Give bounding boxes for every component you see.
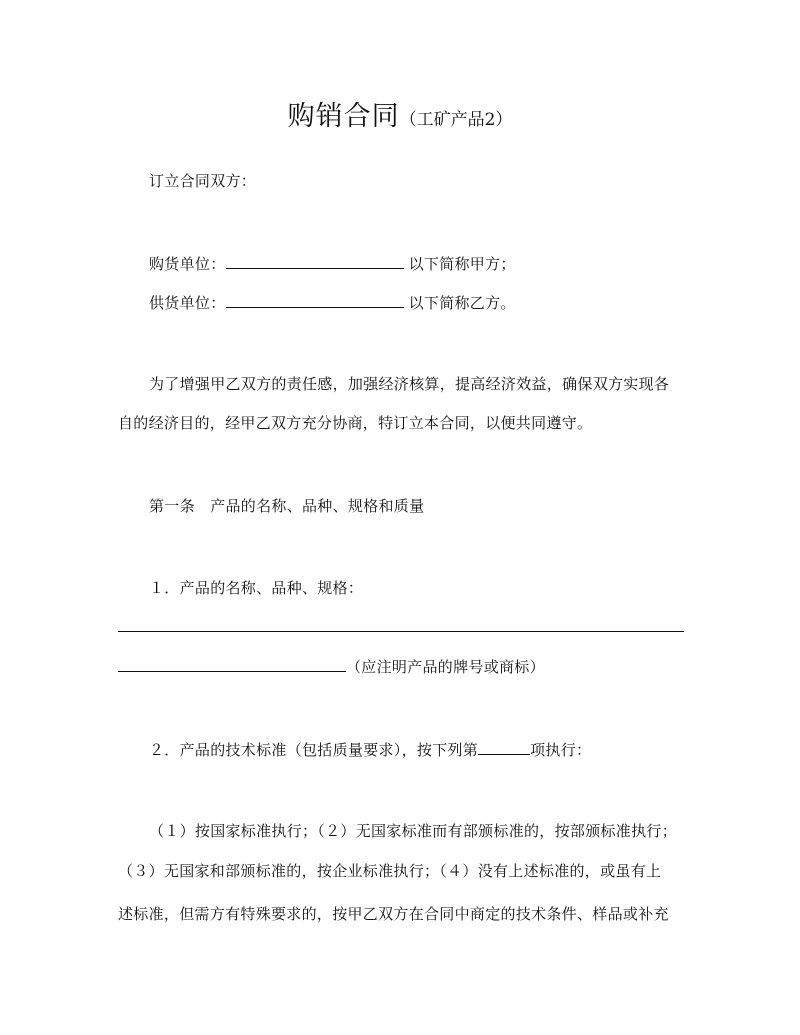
brand-line <box>118 656 688 677</box>
article1-item2 <box>118 739 719 760</box>
document-title <box>0 94 800 133</box>
buyer-suffix: 以下简称甲方； <box>408 255 516 273</box>
seller-suffix: 以下简称乙方。 <box>408 294 516 312</box>
standard-line-2: （３）无国家和部颁标准的，按企业标准执行；（４）没有上述标准的，或虽有上 <box>118 862 662 880</box>
brand-note: （应注明产品的牌号或商标） <box>346 658 545 676</box>
seller-label: 供货单位： <box>149 294 226 312</box>
item2-suffix: 项执行： <box>530 741 592 759</box>
standard-line-3: 述标准，但需方有特殊要求的，按甲乙双方在合同中商定的技术条件、样品或补充 <box>118 905 669 923</box>
seller-blank[interactable] <box>226 306 404 308</box>
buyer-label: 购货单位： <box>149 255 226 273</box>
parties-intro: 订立合同双方： <box>149 172 257 190</box>
item2-prefix: ２．产品的技术标准（包括质量要求），按下列第 <box>149 741 479 759</box>
title-main: 购销合同 <box>287 101 400 132</box>
article1-item1: １．产品的名称、品种、规格： <box>149 579 364 597</box>
standard-line-1: （１）按国家标准执行；（２）无国家标准而有部颁标准的，按部颁标准执行； <box>149 822 678 840</box>
preamble-line-1: 为了增强甲乙双方的责任感，加强经济核算，提高经济效益，确保双方实现各 <box>149 375 670 393</box>
buyer-line <box>118 253 719 274</box>
brand-blank[interactable] <box>118 670 346 672</box>
product-spec-blank[interactable] <box>118 631 684 632</box>
seller-line <box>118 292 719 313</box>
item2-blank[interactable] <box>478 753 530 755</box>
title-subtitle: （工矿产品2） <box>399 110 513 130</box>
buyer-blank[interactable] <box>226 267 404 269</box>
article1-heading: 第一条 产品的名称、品种、规格和质量 <box>149 497 425 515</box>
preamble-line-2: 自的经济目的，经甲乙双方充分协商，特订立本合同，以便共同遵守。 <box>118 414 593 432</box>
